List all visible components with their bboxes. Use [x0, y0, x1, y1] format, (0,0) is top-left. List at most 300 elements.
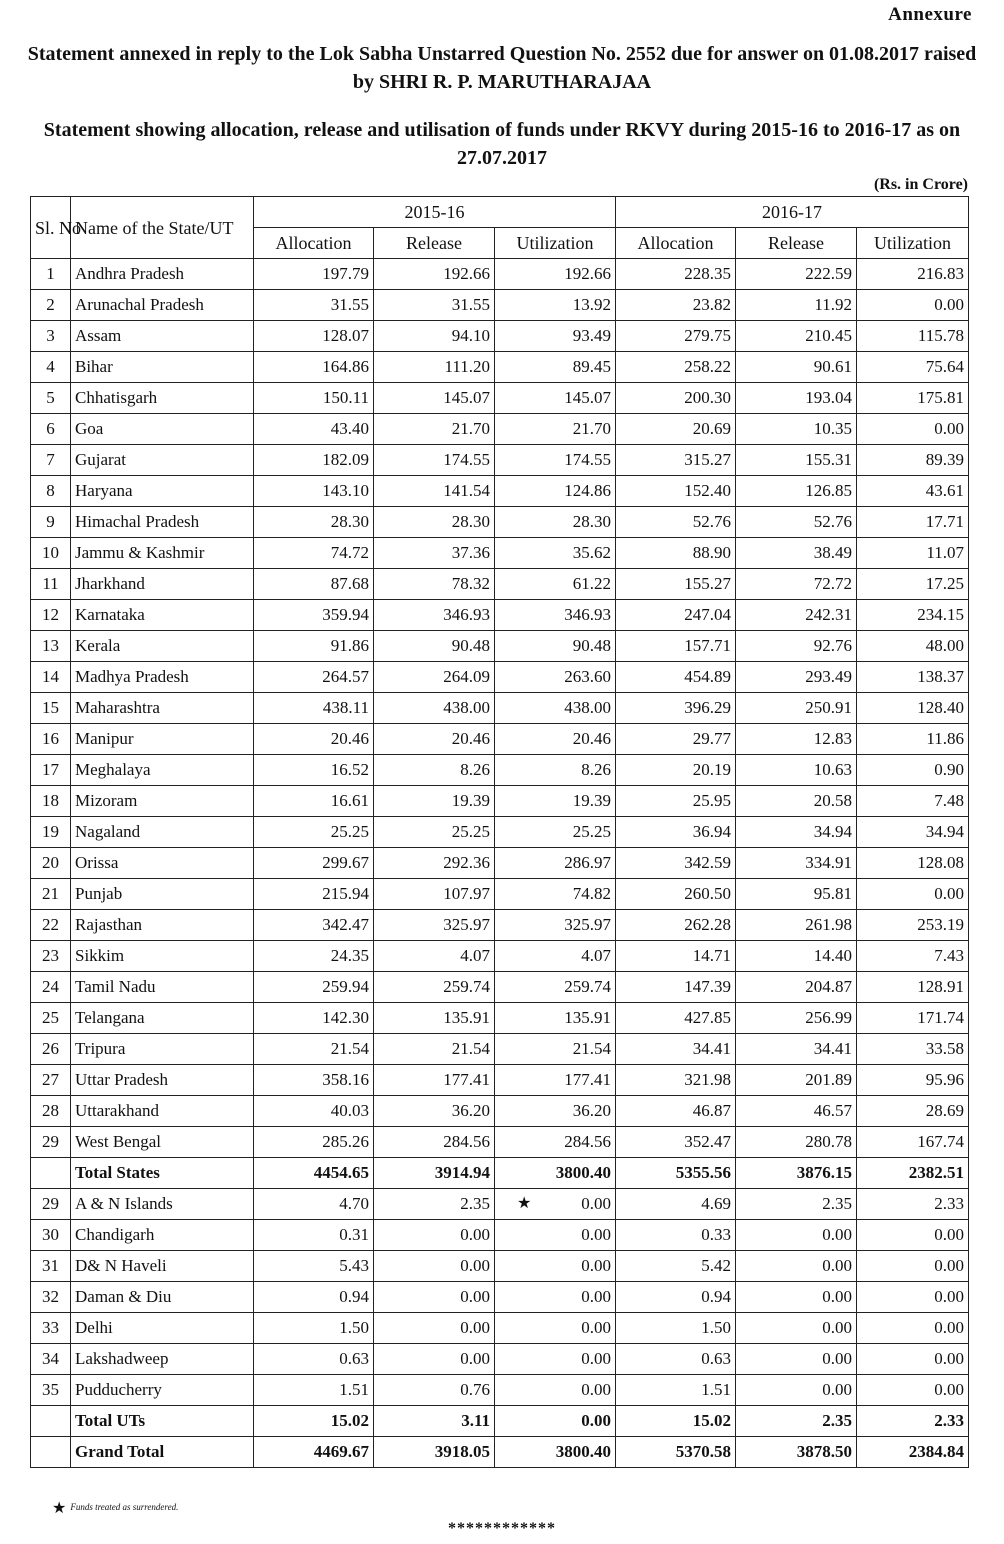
value-cell: 10.63: [736, 755, 857, 786]
value-cell: 2.35: [736, 1406, 857, 1437]
value-cell: 90.48: [374, 631, 495, 662]
value-cell: 1.51: [254, 1375, 374, 1406]
value-cell: 3800.40: [495, 1437, 616, 1468]
value-cell: 10.35: [736, 414, 857, 445]
table-row: [31, 352, 969, 383]
sl-no-cell: 23: [31, 941, 71, 972]
col-release-2016: Release: [736, 228, 857, 259]
value-cell: 284.56: [495, 1127, 616, 1158]
value-cell: 37.36: [374, 538, 495, 569]
state-name-cell: Chhatisgarh: [71, 383, 254, 414]
annexure-label: Annexure: [888, 4, 972, 25]
state-name-cell: A & N Islands: [71, 1189, 254, 1220]
sl-no-cell: 11: [31, 569, 71, 600]
sl-no-cell: 21: [31, 879, 71, 910]
value-cell: 438.00: [374, 693, 495, 724]
value-cell: 124.86: [495, 476, 616, 507]
star-icon: ★: [52, 1500, 67, 1517]
value-cell: 5355.56: [616, 1158, 736, 1189]
sl-no-cell: 30: [31, 1220, 71, 1251]
value-cell: 52.76: [616, 507, 736, 538]
state-name-cell: Arunachal Pradesh: [71, 290, 254, 321]
sl-no-cell: 10: [31, 538, 71, 569]
value-cell: 138.37: [857, 662, 969, 693]
value-cell: 61.22: [495, 569, 616, 600]
star-icon: ★: [517, 1195, 532, 1212]
value-cell: 90.61: [736, 352, 857, 383]
sl-no-cell: 4: [31, 352, 71, 383]
table-row: [31, 1344, 969, 1375]
state-name-cell: Himachal Pradesh: [71, 507, 254, 538]
value-cell: 279.75: [616, 321, 736, 352]
value-cell: 142.30: [254, 1003, 374, 1034]
sl-no-cell: 16: [31, 724, 71, 755]
value-cell: 0.00: [857, 1375, 969, 1406]
value-cell: 150.11: [254, 383, 374, 414]
value-cell: 0.90: [857, 755, 969, 786]
table-row: [31, 879, 969, 910]
value-cell: 0.33: [616, 1220, 736, 1251]
sl-no-cell: 14: [31, 662, 71, 693]
value-cell: 177.41: [495, 1065, 616, 1096]
table-header: [31, 197, 969, 259]
value-cell: 284.56: [374, 1127, 495, 1158]
state-name-cell: Rajasthan: [71, 910, 254, 941]
value-cell: 204.87: [736, 972, 857, 1003]
rkvy-funds-table: [30, 196, 969, 1468]
value-cell: 396.29: [616, 693, 736, 724]
value-cell: 250.91: [736, 693, 857, 724]
value-cell: 0.94: [616, 1282, 736, 1313]
value-cell: 438.11: [254, 693, 374, 724]
value-cell: 43.61: [857, 476, 969, 507]
sl-no-cell: [31, 1406, 71, 1437]
value-cell: 164.86: [254, 352, 374, 383]
table-row: [31, 631, 969, 662]
value-cell: 2384.84: [857, 1437, 969, 1468]
state-name-cell: Manipur: [71, 724, 254, 755]
value-cell: 2.35: [736, 1189, 857, 1220]
total-uts-row: [31, 1406, 969, 1437]
value-cell: 315.27: [616, 445, 736, 476]
value-cell: 155.27: [616, 569, 736, 600]
value-cell: 34.41: [736, 1034, 857, 1065]
value-cell: 0.00: [374, 1282, 495, 1313]
value-cell: 33.58: [857, 1034, 969, 1065]
value-cell: 135.91: [495, 1003, 616, 1034]
value-cell: 1.51: [616, 1375, 736, 1406]
value-cell: 256.99: [736, 1003, 857, 1034]
value-cell: 259.74: [495, 972, 616, 1003]
value-cell: 0.00: [736, 1251, 857, 1282]
value-cell: 28.30: [374, 507, 495, 538]
value-cell: 5370.58: [616, 1437, 736, 1468]
value-cell: 89.39: [857, 445, 969, 476]
sl-no-cell: 32: [31, 1282, 71, 1313]
value-cell: 325.97: [374, 910, 495, 941]
value-cell: 75.64: [857, 352, 969, 383]
value-cell: 215.94: [254, 879, 374, 910]
value-cell: 299.67: [254, 848, 374, 879]
value-cell: 0.00: [495, 1220, 616, 1251]
value-cell: 143.10: [254, 476, 374, 507]
value-cell: 74.72: [254, 538, 374, 569]
col-utilization-2016: Utilization: [857, 228, 969, 259]
value-cell: 52.76: [736, 507, 857, 538]
state-name-cell: Uttar Pradesh: [71, 1065, 254, 1096]
table-row: [31, 1003, 969, 1034]
value-cell: 126.85: [736, 476, 857, 507]
table-row: [31, 910, 969, 941]
value-cell: 8.26: [495, 755, 616, 786]
state-name-cell: Grand Total: [71, 1437, 254, 1468]
value-cell: 34.94: [736, 817, 857, 848]
value-cell: 334.91: [736, 848, 857, 879]
state-name-cell: Total UTs: [71, 1406, 254, 1437]
sl-no-cell: 31: [31, 1251, 71, 1282]
sl-no-cell: 29: [31, 1189, 71, 1220]
value-cell: 197.79: [254, 259, 374, 290]
value-cell: 145.07: [374, 383, 495, 414]
value-cell: 25.95: [616, 786, 736, 817]
value-cell: 0.00: [736, 1220, 857, 1251]
col-allocation-2015: Allocation: [254, 228, 374, 259]
value-cell: 259.74: [374, 972, 495, 1003]
value-cell: 14.40: [736, 941, 857, 972]
sl-no-cell: 22: [31, 910, 71, 941]
table-row: [31, 817, 969, 848]
value-cell: 11.92: [736, 290, 857, 321]
table-row: [31, 848, 969, 879]
value-cell: 0.00: [857, 1220, 969, 1251]
value-cell: 0.00: [495, 1282, 616, 1313]
value-cell: 2382.51: [857, 1158, 969, 1189]
table-row: [31, 383, 969, 414]
sl-no-cell: 17: [31, 755, 71, 786]
value-cell: 174.55: [374, 445, 495, 476]
sl-no-cell: 20: [31, 848, 71, 879]
value-cell: 48.00: [857, 631, 969, 662]
state-name-cell: Bihar: [71, 352, 254, 383]
value-cell: 171.74: [857, 1003, 969, 1034]
value-cell: 0.00: [374, 1251, 495, 1282]
value-cell: 91.86: [254, 631, 374, 662]
value-cell: 346.93: [495, 600, 616, 631]
sl-no-cell: 8: [31, 476, 71, 507]
value-cell: 258.22: [616, 352, 736, 383]
value-cell: 19.39: [495, 786, 616, 817]
value-cell: 28.69: [857, 1096, 969, 1127]
value-cell: 182.09: [254, 445, 374, 476]
value-cell: 8.26: [374, 755, 495, 786]
value-cell: 1.50: [616, 1313, 736, 1344]
value-cell: 21.70: [374, 414, 495, 445]
value-cell: 34.41: [616, 1034, 736, 1065]
table-body: [31, 259, 969, 1468]
value-cell: 15.02: [254, 1406, 374, 1437]
table-row: [31, 755, 969, 786]
value-cell: 0.00: [736, 1375, 857, 1406]
value-cell: 4469.67: [254, 1437, 374, 1468]
value-cell: 155.31: [736, 445, 857, 476]
value-cell: 454.89: [616, 662, 736, 693]
table-row: [31, 476, 969, 507]
statement-subtitle: Statement showing allocation, release and utilisation of funds under RKVY during 2015-16 to 2016-17 as on 27.07.2017: [43, 119, 961, 169]
table-row: [31, 1034, 969, 1065]
value-cell: 253.19: [857, 910, 969, 941]
sl-no-cell: 18: [31, 786, 71, 817]
value-cell: 31.55: [374, 290, 495, 321]
table-row: [31, 972, 969, 1003]
value-cell: 175.81: [857, 383, 969, 414]
col-sl-no: Sl. No: [31, 197, 71, 259]
sl-no-cell: 24: [31, 972, 71, 1003]
sl-no-cell: [31, 1437, 71, 1468]
table-row: [31, 1065, 969, 1096]
value-cell: 358.16: [254, 1065, 374, 1096]
value-cell: 352.47: [616, 1127, 736, 1158]
value-text: 0.00: [581, 1194, 611, 1213]
value-cell: 94.10: [374, 321, 495, 352]
state-name-cell: Nagaland: [71, 817, 254, 848]
table-row: [31, 786, 969, 817]
value-cell: 90.48: [495, 631, 616, 662]
value-cell: 0.76: [374, 1375, 495, 1406]
value-cell: 28.30: [254, 507, 374, 538]
value-cell: 0.00: [495, 1313, 616, 1344]
value-cell: 192.66: [374, 259, 495, 290]
table-row: [31, 321, 969, 352]
value-cell: 36.94: [616, 817, 736, 848]
value-cell: 228.35: [616, 259, 736, 290]
value-cell: 20.46: [495, 724, 616, 755]
table-row: [31, 693, 969, 724]
value-cell: 29.77: [616, 724, 736, 755]
value-cell: 4.69: [616, 1189, 736, 1220]
value-cell: 17.25: [857, 569, 969, 600]
table-row: [31, 1220, 969, 1251]
value-cell: 20.46: [374, 724, 495, 755]
value-cell: 0.00: [495, 1344, 616, 1375]
value-cell: 111.20: [374, 352, 495, 383]
value-cell: 321.98: [616, 1065, 736, 1096]
value-cell: 2.33: [857, 1189, 969, 1220]
value-cell: 95.96: [857, 1065, 969, 1096]
sl-no-cell: 7: [31, 445, 71, 476]
sl-no-cell: 2: [31, 290, 71, 321]
table-row: [31, 1282, 969, 1313]
value-cell: 21.54: [254, 1034, 374, 1065]
value-cell: 263.60: [495, 662, 616, 693]
value-cell: 25.25: [374, 817, 495, 848]
total-states-row: [31, 1158, 969, 1189]
value-cell: 0.00: [495, 1251, 616, 1282]
value-cell: 19.39: [374, 786, 495, 817]
value-cell: 2.33: [857, 1406, 969, 1437]
value-cell: 78.32: [374, 569, 495, 600]
state-name-cell: Chandigarh: [71, 1220, 254, 1251]
col-utilization-2015: Utilization: [495, 228, 616, 259]
value-cell: 427.85: [616, 1003, 736, 1034]
table-row: [31, 941, 969, 972]
table-row: [31, 662, 969, 693]
value-cell: 293.49: [736, 662, 857, 693]
col-release-2015: Release: [374, 228, 495, 259]
value-cell: 200.30: [616, 383, 736, 414]
footnote-text: Funds treated as surrendered.: [70, 1502, 179, 1513]
table-row: [31, 507, 969, 538]
units-label: (Rs. in Crore): [873, 176, 968, 193]
value-cell: 285.26: [254, 1127, 374, 1158]
value-cell: 28.30: [495, 507, 616, 538]
value-cell: 4.07: [374, 941, 495, 972]
value-cell: 359.94: [254, 600, 374, 631]
value-cell: 36.20: [374, 1096, 495, 1127]
table-row: [31, 1375, 969, 1406]
state-name-cell: Jharkhand: [71, 569, 254, 600]
value-cell: 128.07: [254, 321, 374, 352]
value-cell: 15.02: [616, 1406, 736, 1437]
state-name-cell: Mizoram: [71, 786, 254, 817]
value-cell: 280.78: [736, 1127, 857, 1158]
value-cell: 0.00: [857, 414, 969, 445]
value-cell: 11.07: [857, 538, 969, 569]
value-cell: 13.92: [495, 290, 616, 321]
sl-no-cell: 6: [31, 414, 71, 445]
value-cell: 145.07: [495, 383, 616, 414]
value-cell: 128.08: [857, 848, 969, 879]
value-cell: 12.83: [736, 724, 857, 755]
value-cell: 20.46: [254, 724, 374, 755]
value-cell: 0.63: [616, 1344, 736, 1375]
value-cell: 0.00: [857, 1344, 969, 1375]
table-row: [31, 1189, 969, 1220]
state-name-cell: Maharashtra: [71, 693, 254, 724]
value-cell: 0.00: [374, 1344, 495, 1375]
value-cell: 0.00: [857, 1282, 969, 1313]
value-cell: 234.15: [857, 600, 969, 631]
value-cell: 177.41: [374, 1065, 495, 1096]
sl-no-cell: 35: [31, 1375, 71, 1406]
value-cell: 4.70: [254, 1189, 374, 1220]
year-2015-16-header: 2015-16: [254, 197, 616, 228]
state-name-cell: West Bengal: [71, 1127, 254, 1158]
value-cell: 3.11: [374, 1406, 495, 1437]
table-row: [31, 600, 969, 631]
value-cell: 292.36: [374, 848, 495, 879]
state-name-cell: Telangana: [71, 1003, 254, 1034]
value-cell: 25.25: [495, 817, 616, 848]
table-row: [31, 1313, 969, 1344]
value-cell: 174.55: [495, 445, 616, 476]
value-cell: 21.54: [374, 1034, 495, 1065]
value-cell: 0.00: [736, 1344, 857, 1375]
value-cell: 0.00: [857, 1251, 969, 1282]
end-mark: ************: [448, 1520, 556, 1537]
value-cell: 92.76: [736, 631, 857, 662]
state-name-cell: Madhya Pradesh: [71, 662, 254, 693]
value-cell: 74.82: [495, 879, 616, 910]
value-cell: 7.43: [857, 941, 969, 972]
value-cell: 4454.65: [254, 1158, 374, 1189]
state-name-cell: Assam: [71, 321, 254, 352]
value-cell: 264.09: [374, 662, 495, 693]
state-name-cell: Tripura: [71, 1034, 254, 1065]
value-cell: 135.91: [374, 1003, 495, 1034]
sl-no-cell: 29: [31, 1127, 71, 1158]
state-name-cell: Jammu & Kashmir: [71, 538, 254, 569]
value-cell: 5.43: [254, 1251, 374, 1282]
state-name-cell: Uttarakhand: [71, 1096, 254, 1127]
value-cell: 222.59: [736, 259, 857, 290]
value-cell: 260.50: [616, 879, 736, 910]
state-name-cell: Tamil Nadu: [71, 972, 254, 1003]
value-cell: 3878.50: [736, 1437, 857, 1468]
value-cell: [495, 1189, 616, 1220]
value-cell: 3876.15: [736, 1158, 857, 1189]
sl-no-cell: [31, 1158, 71, 1189]
state-name-cell: Meghalaya: [71, 755, 254, 786]
value-cell: 95.81: [736, 879, 857, 910]
value-cell: 141.54: [374, 476, 495, 507]
value-cell: 34.94: [857, 817, 969, 848]
sl-no-cell: 3: [31, 321, 71, 352]
value-cell: 4.07: [495, 941, 616, 972]
state-name-cell: Gujarat: [71, 445, 254, 476]
value-cell: 0.94: [254, 1282, 374, 1313]
table-row: [31, 538, 969, 569]
document-title: Statement annexed in reply to the Lok Sabha Unstarred Question No. 2552 due for answer on 01.08.2017 raised by SHRI R. P. MARUTHARAJAA: [27, 43, 977, 93]
state-name-cell: Haryana: [71, 476, 254, 507]
value-cell: 72.72: [736, 569, 857, 600]
value-cell: 2.35: [374, 1189, 495, 1220]
sl-no-cell: 5: [31, 383, 71, 414]
state-name-cell: Pudducherry: [71, 1375, 254, 1406]
state-name-cell: Delhi: [71, 1313, 254, 1344]
value-cell: 342.59: [616, 848, 736, 879]
table-row: [31, 290, 969, 321]
col-allocation-2016: Allocation: [616, 228, 736, 259]
value-cell: 1.50: [254, 1313, 374, 1344]
value-cell: 0.00: [857, 1313, 969, 1344]
state-name-cell: Lakshadweep: [71, 1344, 254, 1375]
value-cell: 0.00: [736, 1313, 857, 1344]
sl-no-cell: 26: [31, 1034, 71, 1065]
value-cell: 20.19: [616, 755, 736, 786]
state-name-cell: Kerala: [71, 631, 254, 662]
value-cell: 31.55: [254, 290, 374, 321]
table-row: [31, 569, 969, 600]
grand-total-row: [31, 1437, 969, 1468]
value-cell: 210.45: [736, 321, 857, 352]
value-cell: 93.49: [495, 321, 616, 352]
value-cell: 325.97: [495, 910, 616, 941]
value-cell: 23.82: [616, 290, 736, 321]
table-row: [31, 414, 969, 445]
sl-no-cell: 9: [31, 507, 71, 538]
value-cell: 438.00: [495, 693, 616, 724]
value-cell: 342.47: [254, 910, 374, 941]
value-cell: 128.40: [857, 693, 969, 724]
table-row: [31, 445, 969, 476]
value-cell: 157.71: [616, 631, 736, 662]
value-cell: 192.66: [495, 259, 616, 290]
sl-no-cell: 15: [31, 693, 71, 724]
value-cell: 16.61: [254, 786, 374, 817]
value-cell: 46.57: [736, 1096, 857, 1127]
value-cell: 36.20: [495, 1096, 616, 1127]
value-cell: 247.04: [616, 600, 736, 631]
